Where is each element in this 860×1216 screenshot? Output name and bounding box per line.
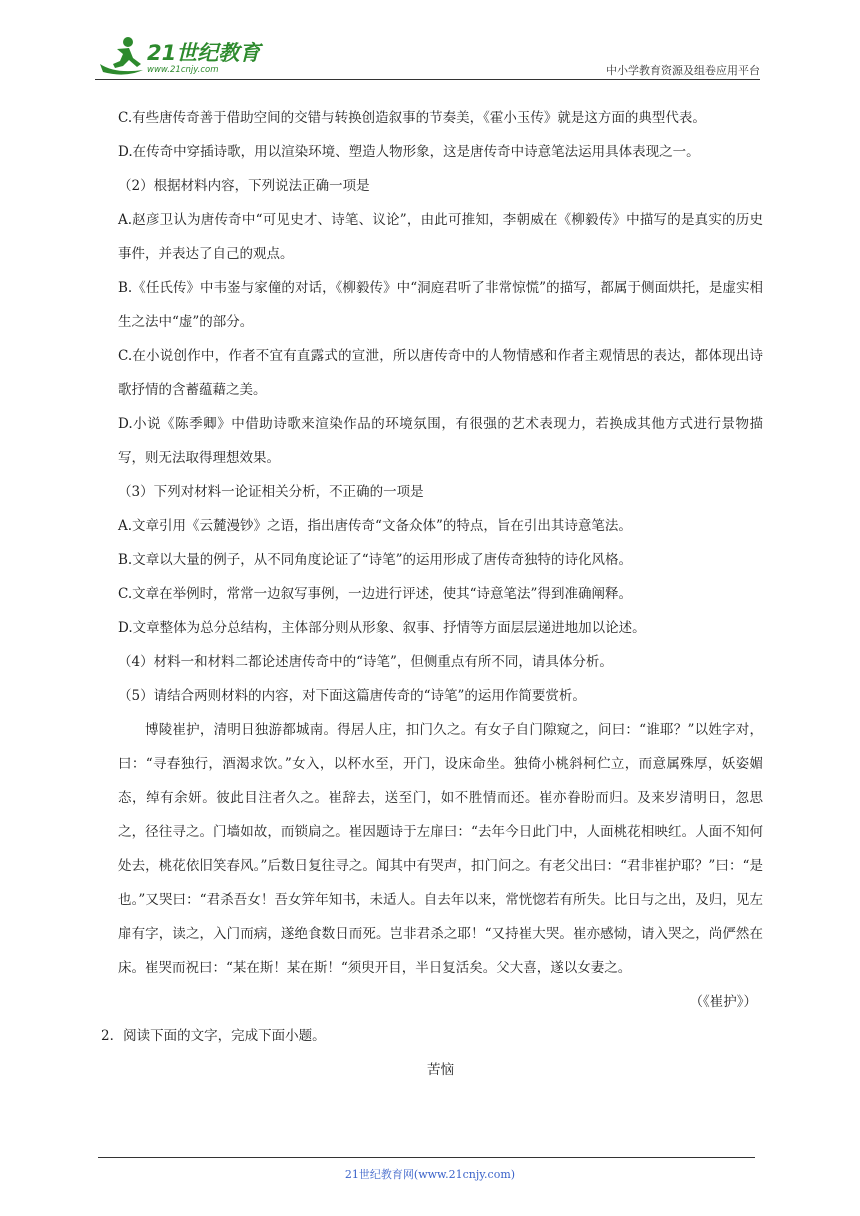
question-2: （2）根据材料内容，下列说法正确一项是	[118, 178, 370, 194]
question-4: （4）材料一和材料二都论述唐传奇中的“诗笔”，但侧重点有所不同，请具体分析。	[118, 654, 613, 670]
footer-divider	[98, 1157, 755, 1158]
question-5: （5）请结合两则材料的内容，对下面这篇唐传奇的“诗笔”的运用作简要赏析。	[118, 688, 586, 704]
option-c-2: C.在小说创作中，作者不宜有直露式的宣泄，所以唐传奇中的人物情感和作者主观情思的表达，都体现出诗歌抒情的含蓄蕴藉之美。	[118, 348, 763, 398]
option-d-2: D.小说《陈季卿》中借助诗歌来渲染作品的环境氛围，有很强的艺术表现力，若换成其他方式进行景物描写，则无法取得理想效果。	[118, 416, 763, 466]
logo-url: www.21cnjy.com	[147, 65, 219, 75]
option-c-1: C.有些唐传奇善于借助空间的交错与转换创造叙事的节奏美，《霍小玉传》就是这方面的典型代表。	[118, 110, 706, 126]
site-logo	[95, 34, 265, 76]
option-b-2: B.《任氏传》中韦崟与家僮的对话，《柳毅传》中“洞庭君听了非常惊慌”的描写，都属于侧面烘托，是虚实相生之法中“虚”的部分。	[118, 280, 763, 330]
option-a-2: A.赵彦卫认为唐传奇中“可见史才、诗笔、议论”，由此可推知，李朝威在《柳毅传》中描写的是真实的历史事件，并表达了自己的观点。	[118, 212, 763, 262]
logo-text: 21世纪教育	[147, 41, 261, 65]
option-c-3: C.文章在举例时，常常一边叙写事例，一边进行评述，使其“诗意笔法”得到准确阐释。	[118, 586, 632, 602]
option-d-3: D.文章整体为总分总结构，主体部分则从形象、叙事、抒情等方面层层递进地加以论述。	[118, 620, 646, 636]
next-passage-title: 苦恼	[427, 1062, 454, 1078]
header-divider	[95, 79, 760, 80]
page-header	[95, 30, 760, 80]
option-b-3: B.文章以大量的例子，从不同角度论证了“诗笔”的运用形成了唐传奇独特的诗化风格。	[118, 552, 633, 568]
option-d-1: D.在传奇中穿插诗歌，用以渲染环境、塑造人物形象，这是唐传奇中诗意笔法运用具体表现之一。	[118, 144, 700, 160]
page-footer: 21世纪教育网(www.21cnjy.com)	[344, 1168, 516, 1181]
option-a-3: A.文章引用《云麓漫钞》之语，指出唐传奇“文备众体”的特点，旨在引出其诗意笔法。	[118, 518, 632, 534]
question-3: （3）下列对材料一论证相关分析，不正确的一项是	[118, 484, 424, 500]
header-platform-name: 中小学教育资源及组卷应用平台	[606, 64, 760, 77]
question-heading-2: 2．阅读下面的文字，完成下面小题。	[101, 1028, 326, 1044]
story-text: 博陵崔护，清明日独游都城南。得居人庄，扣门久之。有女子自门隙窥之，问曰：“谁耶？”以姓字对，曰：“寻春独行，酒渴求饮。”女入，以杯水至，开门，设床命坐。独倚小桃斜柯伫立，而意属殊厚，妖姿媚态，绰有余妍。彼此目注者久之。崔辞去，送至门，如不胜情而还。崔亦眷盼而归。及来岁清明日，忽思之，径往寻之。门墙如故，而锁扃之。崔因题诗于左扉曰：“去年今日此门中，人面桃花相映红。人面不知何处去，桃花依旧笑春风。”后数日复往寻之。闻其中有哭声，扣门问之。有老父出曰：“君非崔护耶？”曰：“是也。”又哭曰：“君杀吾女！吾女笄年知书，未适人。自去年以来，常恍惚若有所失。比日与之出，及归，见左扉有字，读之，入门而病，遂绝食数日而死。岂非君杀之耶！“又持崔大哭。崔亦感恸，请入哭之，尚俨然在床。崔哭而祝曰：“某在斯！某在斯！“须臾开目，半日复活矣。父大喜，遂以女妻之。	[118, 722, 763, 976]
document-body	[101, 101, 763, 1087]
story-source: （《崔护》）	[689, 994, 757, 1010]
